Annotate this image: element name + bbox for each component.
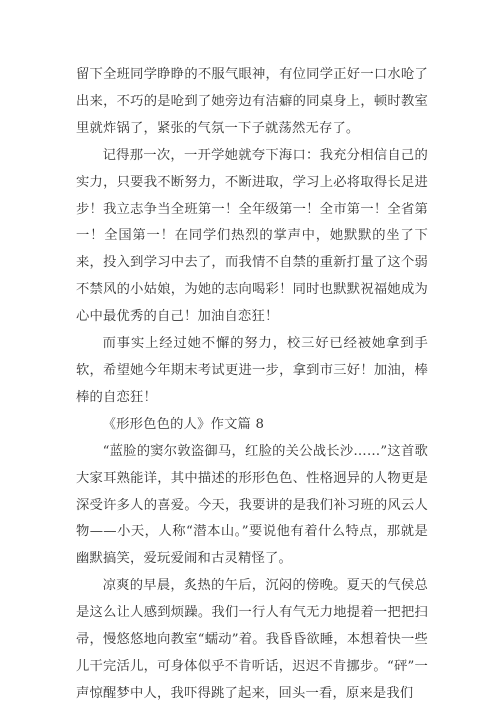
section-title: 《形形色色的人》作文篇 8 <box>102 416 265 432</box>
paragraph-1: 留下全班同学睁睁的不服气眼神，有位同学正好一口水呛了出来，不巧的是呛到了她旁边有洁癖的同桌身上，顿时教室里就炸锅了，紧张的气氛一下子就荡然无存了。 <box>76 67 428 136</box>
document-page <box>76 62 428 708</box>
section-paragraph-1: “蓝脸的窦尔敦盗御马，红脸的关公战长沙……”这首歌大家耳熟能详，其中描述的形形色色、性格迥异的人物更是深受许多人的喜爱。今天，我要讲的是我们补习班的风云人物——小天，人称“潜本山。”要说他有着什么特点，那就是幽默搞笑，爱玩爱闹和古灵精怪了。 <box>76 443 428 567</box>
paragraph-2: 记得那一次，一开学她就夸下海口：我充分相信自己的实力，只要我不断努力，不断进取，学习上必将取得长足进步！我立志争当全班第一！全年级第一！全市第一！全省第一！全国第一！在同学们热烈的掌声中，她默默的坐了下来，投入到学习中去了，而我情不自禁的重新打量了这个弱不禁风的小姑娘，为她的志向喝彩！同时也默默祝福她成为心中最优秀的自己！加油自恋狂！ <box>76 147 428 325</box>
section-paragraph-2: 凉爽的早晨，炙热的午后，沉闷的傍晚。夏天的气侯总是这么让人感到烦躁。我们一行人有气无力地提着一把把扫帚，慢悠悠地向教室“蠕动”着。我昏昏欲睡，本想着快一些儿干完活儿，可身体似乎不肯听话，迟迟不肯挪步。“砰”一声惊醒梦中人，我吓得跳了起来，回头一看，原来是我们 <box>76 578 428 701</box>
paragraph-3: 而事实上经过她不懈的努力，校三好已经被她拿到手软，希望她今年期末考试更进一步，拿到市三好！加油，棒棒的自恋狂！ <box>76 336 428 405</box>
